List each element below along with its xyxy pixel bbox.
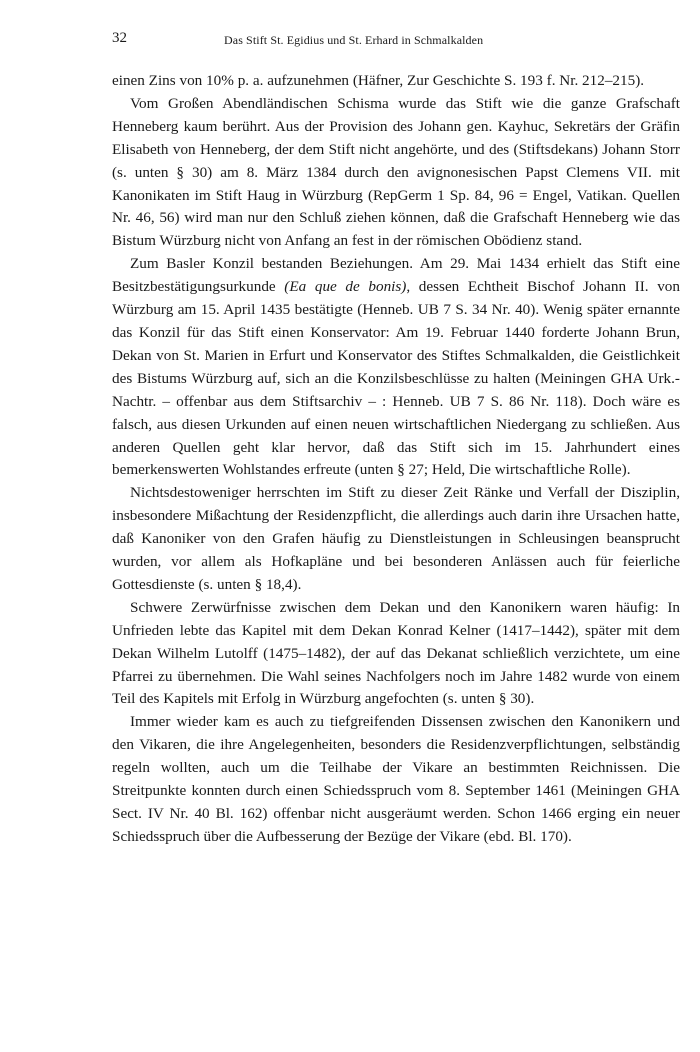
running-head: Das Stift St. Egidius und St. Erhard in Schmalkalden [224, 33, 484, 47]
page-header [112, 30, 680, 52]
paragraph-5: Schwere Zerwürfnisse zwischen dem Dekan und den Kanonikern waren häufig: In Unfrieden lebte das Kapitel mit dem Dekan Konrad Kelner (1417–1442), später mit dem Dekan Wilhelm Lutolff (1475–1482), der auf das Dekanat schließlich verzichtete, um eine Pfarrei zu übernehmen. Die Wahl seines Nachfolgers noch im Jahre 1482 wurde von einem Teil des Kapitels mit Erfolg in Würzburg angefochten (s. unten § 30). [112, 598, 680, 708]
paragraph-3-text-a: Zum Basler Konzil bestanden Beziehungen. Am 29. Mai 1434 erhielt das Stift eine Besitzbestätigungsurkunde [112, 255, 680, 296]
book-page [112, 30, 680, 849]
paragraph-4: Nichtsdestoweniger herrschten im Stift zu dieser Zeit Ränke und Verfall der Disziplin, insbesondere Mißachtung der Residenzpflicht, die allerdings auch darin ihre Ursachen hatte, daß Kanoniker von den Grafen häufig zu Dienstleistungen in Schleusingen beansprucht wurden, vor allem als Hofkapläne und bei besonderen Anlässen auch für feierliche Gottesdienste (s. unten § 18,4). [112, 484, 680, 593]
paragraph-3-text-b: , dessen Echtheit Bischof Johann II. von Würzburg am 15. April 1435 bestätigte (Henneb. UB 7 S. 34 Nr. 40). Wenig später ernannte das Konzil für das Stift einen Konservator: Am 19. Februar 1440 forderte Johann Brun, Dekan von St. Marien in Erfurt und Konservator des Stiftes Schmalkalden, die Geistlichkeit des Bistums Würzburg auf, sich an die Konzilsbeschlüsse zu halten (Meiningen GHA Urk.-Nachtr. – offenbar aus dem Stiftsarchiv – : Henneb. UB 7 S. 86 Nr. 118). Doch wäre es falsch, aus diesen Urkunden auf einen neuen wirtschaftlichen Niedergang zu schließen. Aus anderen Quellen geht klar hervor, daß das Stift sich im 15. Jahrhundert eines bemerkenswerten Wohlstandes erfreute (unten § 27; Held, Die wirtschaftliche Rolle). [112, 278, 680, 479]
page-number: 32 [112, 30, 127, 46]
paragraph-1: einen Zins von 10% p. a. aufzunehmen (Häfner, Zur Geschichte S. 193 f. Nr. 212–215). [112, 72, 645, 89]
paragraph-3 [112, 253, 680, 482]
body-text [112, 70, 680, 849]
paragraph-2: Vom Großen Abendländischen Schisma wurde das Stift wie die ganze Grafschaft Henneberg kaum berührt. Aus der Provision des Johann gen. Kayhuc, Sekretärs der Gräfin Elisabeth von Henneberg, der dem Stift nicht angehörte, und des (Stiftsdekans) Johann Storr (s. unten § 30) am 8. März 1384 durch den avignonesischen Papst Clemens VII. mit Kanonikaten im Stift Haug in Würzburg (RepGerm 1 Sp. 84, 96 = Engel, Vatikan. Quellen Nr. 46, 56) wird man nur den Schluß ziehen können, daß die Grafschaft Henneberg wie das Bistum Würzburg nicht von Anfang an fest in der römischen Obödienz stand. [112, 94, 680, 250]
paragraph-6: Immer wieder kam es auch zu tiefgreifenden Dissensen zwischen den Kanonikern und den Vikaren, die ihre Angelegenheiten, besonders die Residenzverpflichtungen, selbständig regeln wollten, auch um die Teilhabe der Vikare an bestimmten Reichnissen. Die Streitpunkte konnten durch einen Schiedsspruch vom 8. September 1461 (Meiningen GHA Sect. IV Nr. 40 Bl. 162) offenbar nicht ausgeräumt werden. Schon 1466 erging ein neuer Schiedsspruch über die Aufbesserung der Bezüge der Vikare (ebd. Bl. 170). [112, 713, 680, 845]
document-title-italic: (Ea que de bonis) [284, 278, 407, 296]
